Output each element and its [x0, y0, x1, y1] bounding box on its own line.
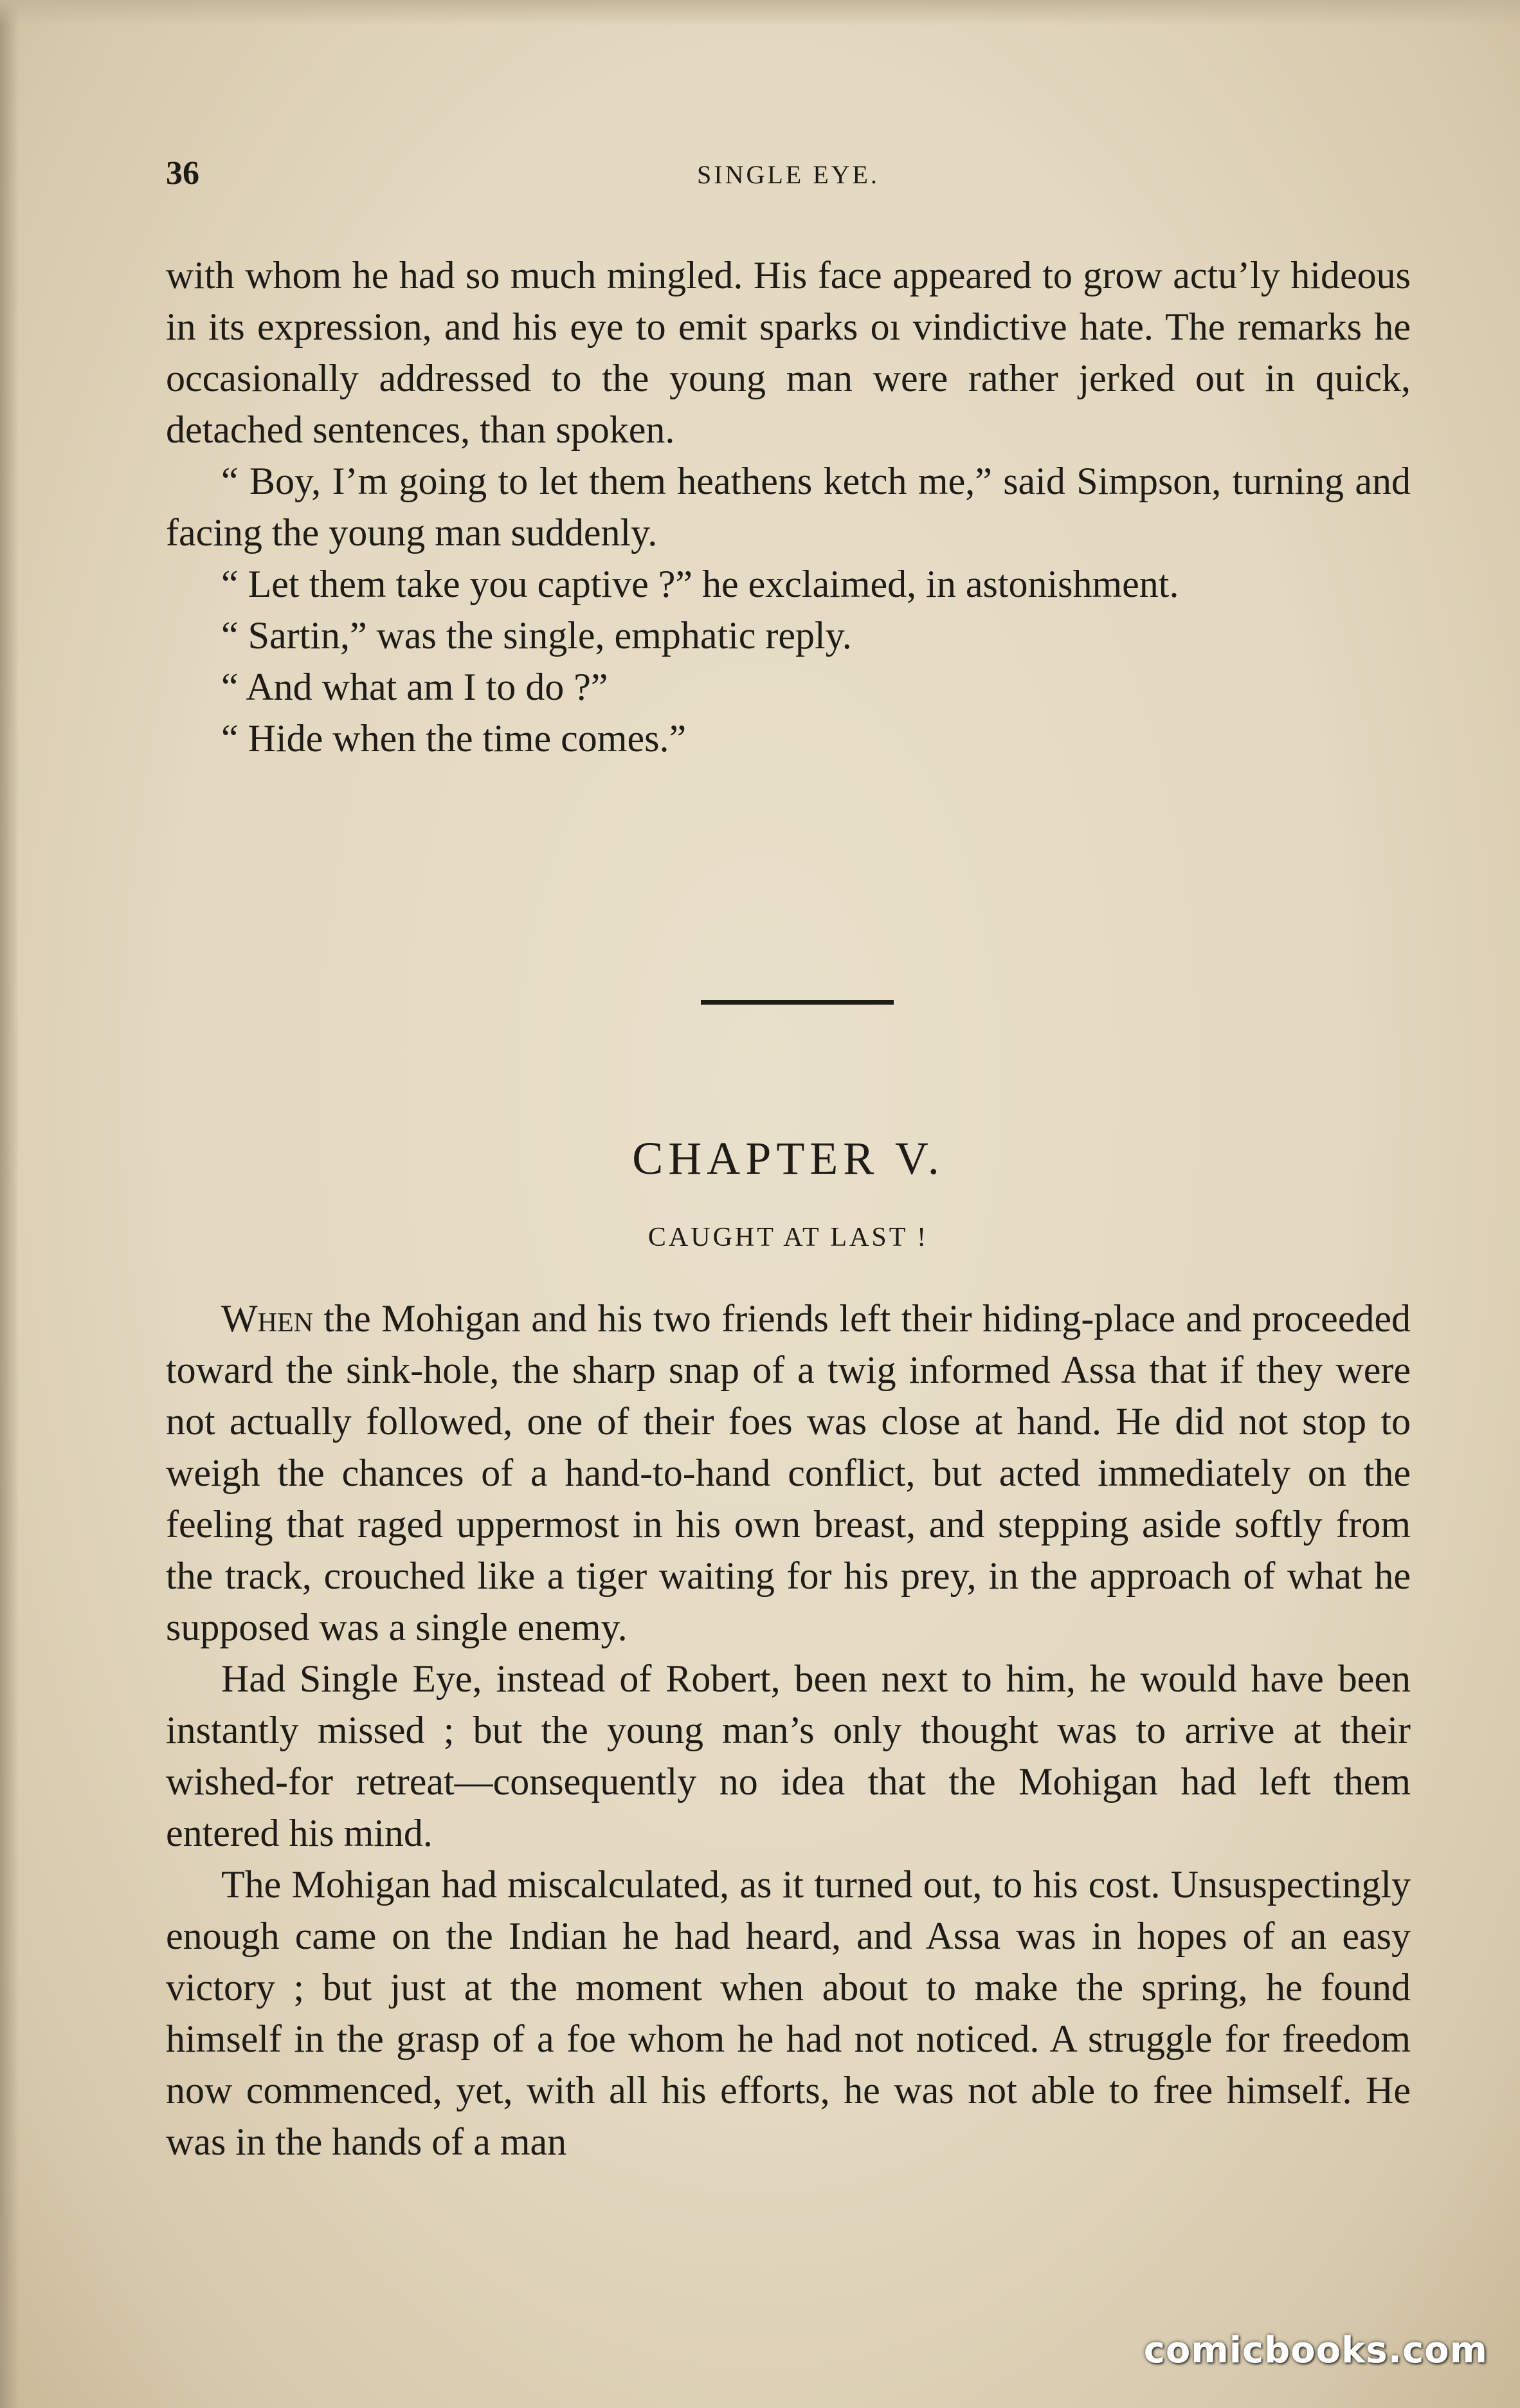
running-head: SINGLE EYE.: [697, 160, 880, 189]
paragraph: “ And what am I to do ?”: [221, 666, 608, 708]
page-top-shadow: [0, 0, 1520, 26]
paragraph: “ Sartin,” was the single, emphatic reply.: [221, 614, 852, 657]
chapter-title: CHAPTER V.: [632, 1133, 945, 1184]
chapter-subtitle: CAUGHT AT LAST !: [647, 1223, 929, 1252]
paragraph: The Mohigan had miscalculated, as it turned out, to his cost. Unsuspectingly enough came on the Indian he had heard, and Assa was in hopes of an easy victory ; but just at the moment when about to make the spring, he found himself in the grasp of a foe whom he had not noticed. A struggle for freedom now commenced, yet, with all his efforts, he was not able to free himself. He was in the hands of a man: [166, 1863, 1411, 2163]
page-edge-shadow: [0, 0, 19, 2408]
paragraph-text: the Mohigan and his two friends left their hiding-place and proceeded toward the sink-hole, the sharp snap of a twig informed Assa that if they were not actually followed, one of their foes was close at hand. He did not stop to weigh the chances of a hand-to-hand conflict, but acted immediately on the feeling that raged uppermost in his own breast, and stepping aside softly from the track, crouched like a tiger waiting for his prey, in the approach of what he supposed was a single enemy.: [166, 1297, 1411, 1648]
paragraph: “ Let them take you captive ?” he exclaimed, in astonishment.: [221, 563, 1179, 605]
section-divider-rule: [701, 1000, 894, 1005]
page-header: [166, 154, 1411, 206]
paragraph: Had Single Eye, instead of Robert, been next to him, he would have been instantly missed ; but the young man’s only thought was to arrive at their wished-for retreat—consequently no idea that the Mohigan had left them entered his mind.: [166, 1657, 1411, 1854]
body-text-top: [166, 250, 1411, 764]
paragraph-lead-word: When: [221, 1297, 313, 1340]
paragraph: “ Hide when the time comes.”: [221, 717, 687, 760]
page-number: 36: [166, 155, 199, 192]
watermark: comicbooks.com: [1143, 2330, 1488, 2371]
paragraph: [166, 1293, 1411, 1653]
body-text-bottom: [166, 1293, 1411, 2167]
paragraph: “ Boy, I’m going to let them heathens ketch me,” said Simpson, turning and facing the young man suddenly.: [166, 460, 1411, 554]
paragraph: with whom he had so much mingled. His face appeared to grow actu’ly hideous in its expression, and his eye to emit sparks oı vindictive hate. The remarks he occasionally addressed to the young man were rather jerked out in quick, detached sentences, than spoken.: [166, 254, 1411, 451]
